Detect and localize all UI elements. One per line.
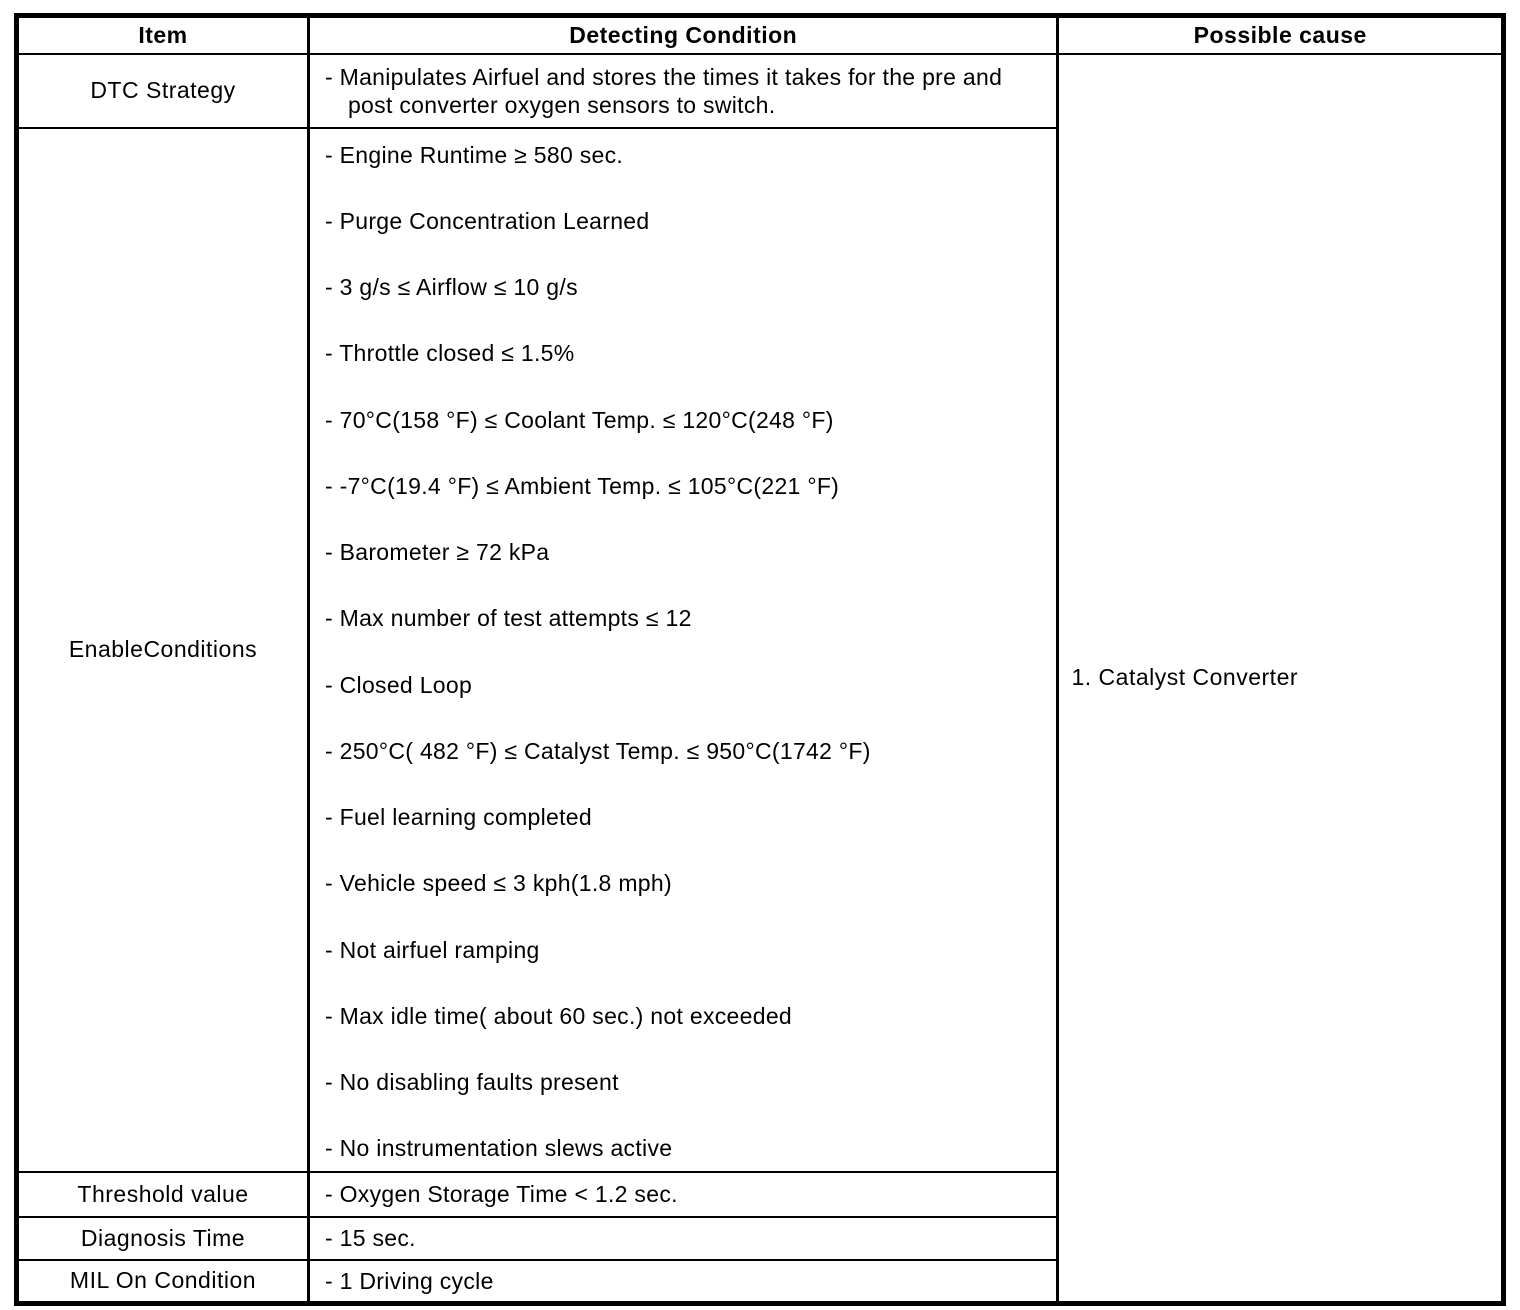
column-header-possible-cause: Possible cause — [1058, 16, 1504, 54]
condition-text: - -7°C(19.4 °F) ≤ Ambient Temp. ≤ 105°C(221 °F) — [324, 472, 840, 499]
condition-text: - Throttle closed ≤ 1.5% — [324, 340, 575, 367]
condition-text: - No instrumentation slews active — [324, 1135, 673, 1162]
threshold-value-cell — [308, 1172, 1058, 1217]
condition-text: - Not airfuel ramping — [324, 936, 540, 963]
diagnosis-time-cell — [308, 1217, 1058, 1260]
condition-text: - Manipulates Airfuel and stores the times it takes for the pre and post converter oxygen sensors to switch. — [324, 63, 1003, 118]
condition-text: - 250°C( 482 °F) ≤ Catalyst Temp. ≤ 950°C(1742 °F) — [324, 737, 871, 764]
row-label-diagnosis-time: Diagnosis Time — [17, 1217, 309, 1260]
enable-conditions-cell — [308, 128, 1058, 1172]
dtc-detecting-condition-table — [14, 13, 1506, 1306]
row-label-mil-on-condition: MIL On Condition — [17, 1260, 309, 1304]
condition-text: - 1 Driving cycle — [324, 1267, 494, 1294]
condition-text: - 3 g/s ≤ Airflow ≤ 10 g/s — [324, 274, 578, 301]
row-label-threshold-value: Threshold value — [17, 1172, 309, 1217]
column-header-detecting-condition: Detecting Condition — [308, 16, 1058, 54]
condition-text: - Fuel learning completed — [324, 804, 592, 831]
table-header-row — [17, 16, 1504, 54]
condition-text: - Closed Loop — [324, 671, 473, 698]
condition-text: - Oxygen Storage Time < 1.2 sec. — [324, 1181, 678, 1207]
condition-text: - Engine Runtime ≥ 580 sec. — [324, 141, 624, 168]
condition-text: - Purge Concentration Learned — [324, 207, 650, 234]
possible-cause-text: 1. Catalyst Converter — [1071, 664, 1299, 690]
condition-text: - No disabling faults present — [324, 1069, 619, 1096]
dtc-strategy-condition-cell — [308, 54, 1058, 128]
possible-cause-cell — [1058, 54, 1504, 1304]
column-header-item: Item — [17, 16, 309, 54]
row-label-enable-conditions: EnableConditions — [17, 128, 309, 1172]
table-row-dtc-strategy — [17, 54, 1504, 128]
mil-on-condition-cell — [308, 1260, 1058, 1304]
row-label-dtc-strategy: DTC Strategy — [17, 54, 309, 128]
condition-text: - Max idle time( about 60 sec.) not exceeded — [324, 1002, 793, 1029]
manual-page — [14, 13, 1506, 1302]
condition-text: - Vehicle speed ≤ 3 kph(1.8 mph) — [324, 870, 672, 897]
condition-text: - 15 sec. — [324, 1225, 416, 1251]
condition-text: - Barometer ≥ 72 kPa — [324, 539, 550, 566]
condition-text: - Max number of test attempts ≤ 12 — [324, 605, 692, 632]
condition-text: - 70°C(158 °F) ≤ Coolant Temp. ≤ 120°C(248 °F) — [324, 406, 834, 433]
enable-conditions-list — [325, 141, 1047, 1163]
